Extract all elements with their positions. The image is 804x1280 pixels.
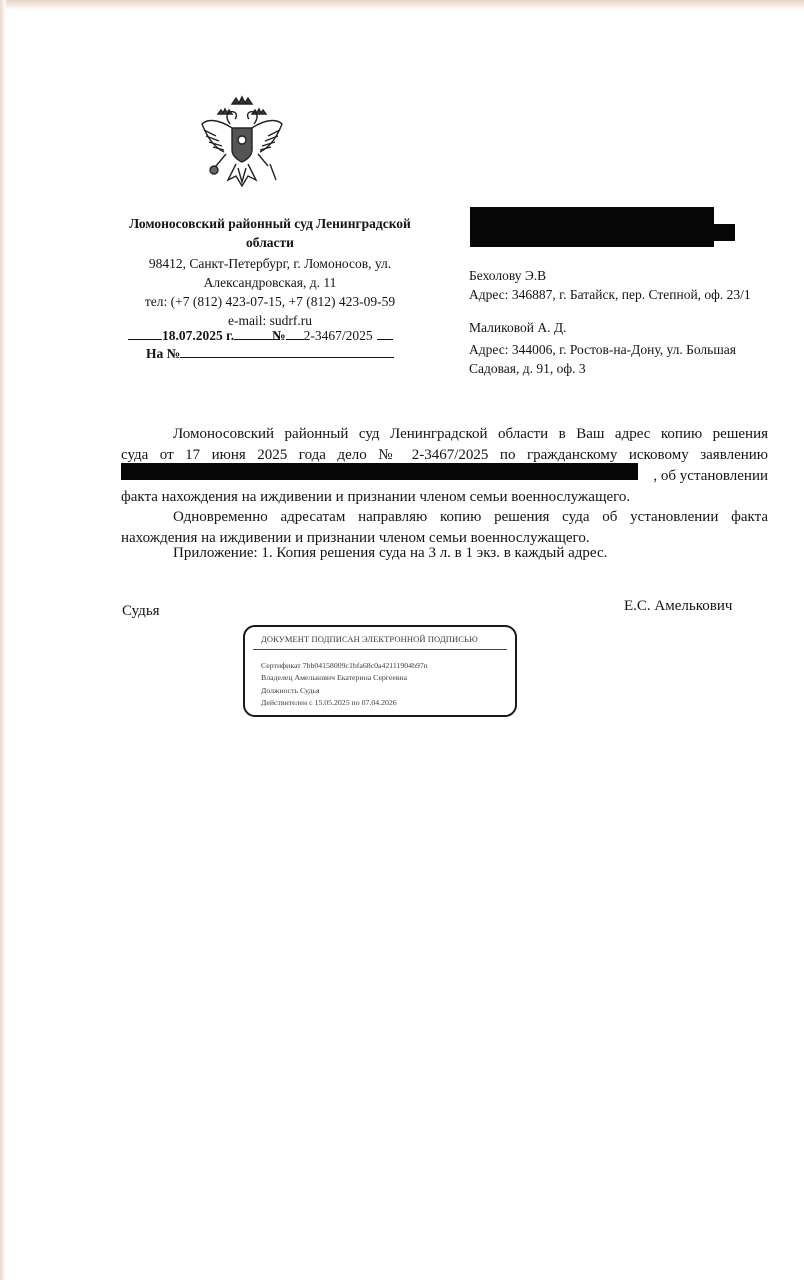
signature-name: Е.С. Амелькович <box>624 598 733 614</box>
court-address-line1: 98412, Санкт-Петербург, г. Ломоносов, ул. <box>148 256 392 271</box>
paragraph-2-line-2: нахождения на иждивении и признании членом семьи военнослужащего. <box>121 530 590 546</box>
coat-of-arms-emblem <box>196 94 288 198</box>
stamp-divider <box>253 649 507 650</box>
paper-top-edge <box>0 0 804 10</box>
attachment-line: Приложение: 1. Копия решения суда на 3 л. в 1 экз. в каждый адрес. <box>173 545 608 561</box>
underline <box>286 326 304 340</box>
recipient-2-name: Маликовой А. Д. <box>469 320 567 335</box>
reply-label: На № <box>146 346 181 361</box>
paragraph-1-line-2: суда от 17 июня 2025 года дело № 2-3467/2025 по гражданскому исковому заявлению <box>121 447 768 463</box>
recipient-2-address-line2: Садовая, д. 91, оф. 3 <box>469 361 586 376</box>
reply-to-line <box>146 344 394 362</box>
redaction-bar <box>470 207 714 247</box>
underline <box>377 326 393 340</box>
paragraph-1-line-4: факта нахождения на иждивении и признании членом семьи военнослужащего. <box>121 489 631 505</box>
paragraph-2-line-1: Одновременно адресатам направляю копию решения суда об установлении факта <box>173 509 768 525</box>
stamp-validity: Действителен с 15.05.2025 по 07.04.2026 <box>261 698 397 708</box>
underline <box>128 326 162 340</box>
signature-role: Судья <box>122 603 160 619</box>
court-name-line2: области <box>246 235 294 250</box>
number-label: № <box>272 328 286 343</box>
paper-left-edge <box>0 0 6 1280</box>
court-email: e-mail: sudrf.ru <box>228 313 312 328</box>
outgoing-date-line <box>128 326 280 344</box>
stamp-owner: Владелец Амелькович Екатерина Сергеевна <box>261 673 408 683</box>
redaction-bar <box>121 463 638 480</box>
electronic-signature-stamp <box>243 625 517 717</box>
stamp-position: Должность Судья <box>261 685 320 695</box>
stamp-title: ДОКУМЕНТ ПОДПИСАН ЭЛЕКТРОННОЙ ПОДПИСЬЮ <box>261 634 478 644</box>
letter-attachment <box>121 543 768 564</box>
recipient-1-name: Бехолову Э.В <box>469 268 547 283</box>
outgoing-date: 18.07.2025 г. <box>162 328 235 343</box>
court-header <box>110 214 430 330</box>
recipient-1 <box>469 266 789 304</box>
recipient-1-address: Адрес: 346887, г. Батайск, пер. Степной, оф. 23/1 <box>469 287 751 302</box>
court-name-line1: Ломоносовский районный суд Ленинградской <box>129 216 411 231</box>
underline <box>180 344 394 358</box>
outgoing-number-line <box>272 326 393 344</box>
redaction-bar <box>708 224 735 241</box>
stamp-certificate: Сертификат 7bb04158009c1bfa68c0a42111904b97n <box>261 661 428 670</box>
stamp-details <box>261 660 428 710</box>
recipient-2 <box>469 318 789 378</box>
paragraph-1-line-3-tail: , об установлении <box>653 468 768 484</box>
recipient-2-address-line1: Адрес: 344006, г. Ростов-на-Дону, ул. Большая <box>469 342 736 357</box>
paragraph-1-line-1: Ломоносовский районный суд Ленинградской области в Ваш адрес копию решения <box>173 426 768 442</box>
court-address-line2: Александровская, д. 11 <box>203 275 337 290</box>
case-number: 2-3467/2025 <box>303 328 373 343</box>
court-phone: тел: (+7 (812) 423-07-15, +7 (812) 423-09-59 <box>144 294 396 309</box>
